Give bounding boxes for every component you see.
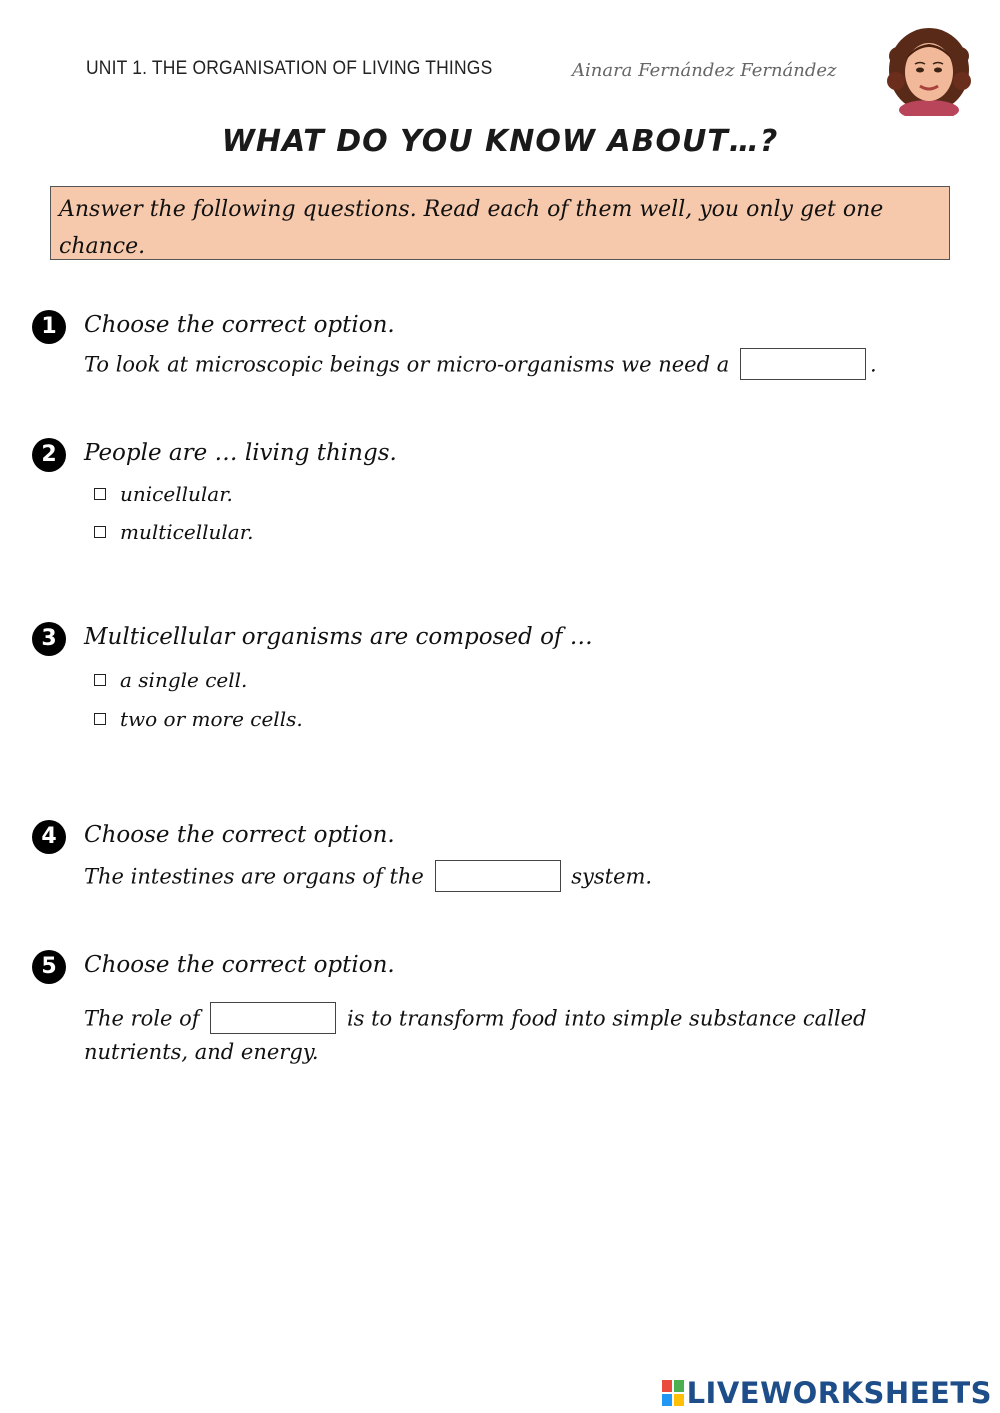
question-1-text-after: . [869,352,877,377]
question-5-answer-box[interactable] [210,1002,336,1034]
question-number-1: 1 [32,310,66,344]
question-4-answer-box[interactable] [435,860,561,892]
question-1-answer-box[interactable] [740,348,866,380]
question-2-option-2[interactable] [94,520,253,544]
option-label: a single cell. [120,668,248,692]
checkbox[interactable] [94,526,106,538]
question-4-text-after: system. [571,864,653,889]
question-5-text-after: is to transform food into simple substance called [346,1006,867,1031]
question-number-4: 4 [32,820,66,854]
question-5-sentence-line-2: nutrients, and energy. [84,1040,319,1064]
liveworksheets-logo [662,1376,992,1410]
question-number-2: 2 [32,438,66,472]
author-avatar [884,26,974,116]
checkbox[interactable] [94,713,106,725]
question-number-5: 5 [32,950,66,984]
question-5-prompt: Choose the correct option. [84,952,395,978]
liveworksheets-emblem-icon [662,1379,684,1405]
instructions-box: Answer the following questions. Read each of them well, you only get one chance. [50,186,950,260]
question-3-prompt: Multicellular organisms are composed of … [84,624,593,650]
question-1-sentence [84,350,877,382]
question-number-3: 3 [32,622,66,656]
unit-heading: UNIT 1. THE ORGANISATION OF LIVING THINGS [86,58,493,79]
checkbox[interactable] [94,488,106,500]
question-2-option-1[interactable] [94,482,233,506]
question-3-option-2[interactable] [94,707,303,731]
author-name: Ainara Fernández Fernández [572,60,837,81]
option-label: two or more cells. [120,707,303,731]
question-4-text-before: The intestines are organs of the [84,864,424,889]
page-title: WHAT DO YOU KNOW ABOUT…? [221,124,779,159]
question-2-prompt: People are … living things. [84,440,397,466]
question-4-prompt: Choose the correct option. [84,822,395,848]
liveworksheets-brand: LIVEWORKSHEETS [686,1376,992,1410]
question-5-sentence [84,1004,867,1036]
question-5-text-before: The role of [84,1006,200,1031]
question-4-sentence [84,862,652,894]
option-label: multicellular. [120,520,254,544]
option-label: unicellular. [120,482,233,506]
checkbox[interactable] [94,674,106,686]
question-3-option-1[interactable] [94,668,247,692]
question-1-text-before: To look at microscopic beings or micro-organisms we need a [84,352,730,377]
question-1-prompt: Choose the correct option. [84,312,395,338]
